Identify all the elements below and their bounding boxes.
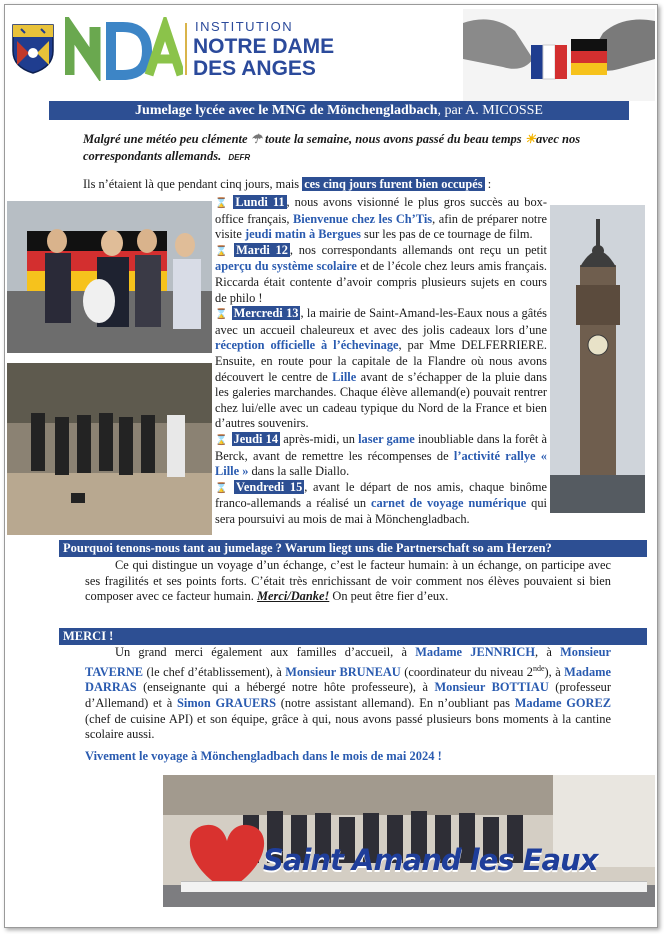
days-list [215,195,547,527]
closing-line: Vivement le voyage à Mönchengladbach dans le mois de mai 2024 ! [85,749,442,763]
why-section-body: Ce qui distingue un voyage d’un échange, c’est le facteur humain: à un échange, on participe avec ses fragilités et ses points forts. C’était très enrichissant de voir comment nos élèves pouvaient si bien composer avec ce facteur humain. Merci/Danke! On peut être fier d’eux. [85,558,611,604]
article-title: Jumelage lycée avec le MNG de Mönchengladbach [135,103,438,118]
merci-section-heading: MERCI ! [59,628,647,645]
day-entry-mercredi: ⌛ Mercredi 13 , la mairie de Saint-Amand-les-Eaux nous a gâtés avec un accueil chaleureux et avec des jolis cadeaux lors d’une réception officielle à l’échevinage, par Mme DELFERRIERE. Ensuite, en route pour la capitale de la Flandre où nous avons découvert le centre de Lille avant de s’échapper de la pluie dans les galeries marchandes. Chaque élève allemand(e) pouvait rentrer chez lui/elle avec un cadeau typique du Nord de la France et bien d’autres souvenirs. [215,306,548,431]
nda-logo [65,17,183,81]
students-flag-photo [7,201,212,353]
day-entry-lundi: ⌛ Lundi 11 , nous avons visionné le plus gros succès au box-office français, Bienvenue chez les Ch’Tis, afin de préparer notre visite jeudi matin à Bergues sur les pas de ce tournage de film. [215,195,548,242]
hourglass-icon: ⌛ [215,482,231,494]
hourglass-icon: ⌛ [215,434,228,446]
lead-paragraph: Ils n’étaient là que pendant cinq jours, mais ces cinq jours furent bien occupés : [83,177,492,191]
lead-highlight: ces cinq jours furent bien occupés [304,177,483,191]
day-entry-vendredi: ⌛ Vendredi 15 , avant le départ de nos amis, chaque binôme franco-allemands a réalisé un carnet de voyage numérique qui sera poursuivi au mois de mai à Mönchengladbach. [215,479,547,526]
forest-group-photo [7,363,212,535]
puzzle-hands-photo [463,9,655,101]
institution-name-line1: NOTRE DAME [193,35,335,58]
merci-section-body: Un grand merci également aux familles d’accueil, à Madame JENNRICH, à Monsieur TAVERNE (le chef d’établissement), à Monsieur BRUNEAU (coordinateur du niveau 2nde), à Madame DARRAS (enseignante qui a hébergé notre hôte professeure), à Monsieur BOTTIAU (professeur d’Allemand) et à Simon GRAUERS (notre assistant allemand). En n’oubliant pas Madame GOREZ (chef de cuisine API) et son équipe, grâce à qui, nous avons passé plusieurs bons moments à la cantine scolaire aussi. [85,645,612,742]
saint-amand-sign-text: Saint Amand les Eaux [263,843,598,877]
newsletter-page [4,4,658,928]
sign-base [181,881,647,892]
sun-icon: ☀ [524,132,536,146]
hourglass-icon: ⌛ [215,198,230,209]
institution-small: INSTITUTION [195,19,294,34]
language-tag: DEFR [228,153,251,162]
hourglass-icon: ⌛ [215,309,228,321]
day-entry-mardi: ⌛ Mardi 12 , nos correspondants allemands ont reçu un petit aperçu du système scolaire et de l’école chez leurs amis français. Riccarda était contente d’avoir compris plusieurs sujets en cours de philo ! [215,242,548,305]
merci-danke: Merci/Danke! [257,589,330,604]
article-title-banner [49,101,629,120]
institution-name-line2: DES ANGES [193,57,316,80]
why-section-heading: Pourquoi tenons-nous tant au jumelage ? Warum liegt uns die Partnerschaft so am Herzen? [59,540,647,557]
article-byline: , par A. MICOSSE [437,103,543,118]
school-crest [11,23,55,75]
day-entry-jeudi: ⌛ Jeudi 14 après-midi, un laser game inoubliable dans la forêt à Berck, avant de remettre les récompenses de l’activité rallye « Lille » dans la salle Diallo. [215,431,547,479]
intro-paragraph: Malgré une météo peu clémente ☂ toute la semaine, nous avons passé du beau temps ☀avec nos correspondants allemands. DEFR [83,132,581,163]
hourglass-icon: ⌛ [215,245,231,257]
belfry-tower-photo [550,205,645,513]
logo-divider [185,23,187,75]
rain-icon: ☂ [250,132,262,146]
